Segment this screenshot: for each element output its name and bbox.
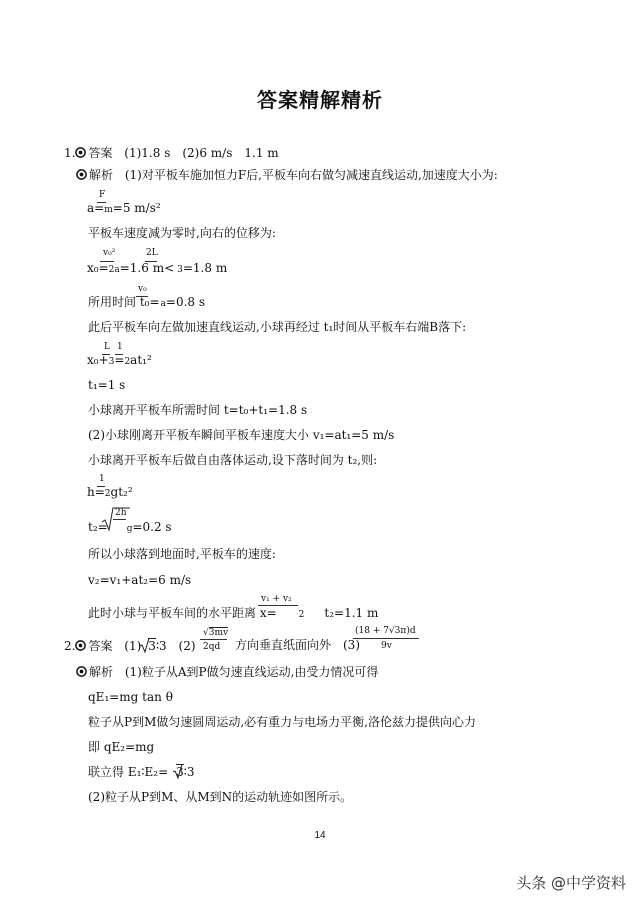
q2-step-3: 粒子从P到M做匀速圆周运动,必有重力与电场力平衡,洛伦兹力提供向心力 (88, 715, 476, 729)
eq1-numerator: F (99, 190, 106, 200)
q2-answer-line: 2. 答案 (1) 3∶3 (2) (64, 639, 196, 653)
q2-answer-2-denominator: 2qd (203, 642, 221, 652)
q1-step-4: 此后平板车向左做加速直线运动,小球再经过 t₁时间从平板车右端B落下: (88, 320, 467, 334)
explanation-badge-icon (76, 666, 87, 677)
page-number: 14 (314, 830, 326, 841)
q1-number: 1. (64, 146, 76, 160)
eq2-numerator-2: 2L (146, 248, 158, 258)
q1-step-5: t₁=1 s (88, 378, 126, 392)
eq9-numerator: 2h (115, 508, 127, 518)
eq9: t₂= g=0.2 s (88, 520, 172, 534)
q1-step-2: 平板车速度减为零时,向右的位移为: (88, 226, 276, 240)
q1-step-11: v₂=v₁+at₂=6 m/s (88, 573, 192, 587)
q1-step-7: (2)小球刚离开平板车瞬间平板车速度大小 v₁=at₁=5 m/s (88, 428, 395, 442)
q2-answer-2-fraction-bar (200, 639, 227, 640)
eq12-numerator: v₁ + v₂ (261, 594, 292, 604)
eq1-denominator: m (104, 205, 113, 215)
q1-step-6: 小球离开平板车所需时间 t=t₀+t₁=1.8 s (88, 403, 308, 417)
q1-step-8: 小球离开平板车后做自由落体运动,设下落时间为 t₂,则: (88, 453, 378, 467)
q1-step-1: (1)对平板车施加恒力F后,平板车向右做匀减速直线运动,加速度大小为: (124, 168, 498, 182)
eq8: h=2gt₂² (87, 485, 133, 499)
q1-explanation-label: 解析 (89, 168, 114, 182)
q2-step-4: 即 qE₂=mg (88, 740, 155, 754)
q1-step-3: 所用时间 t₀=a=0.8 s (88, 295, 206, 309)
sqrt-sign-icon (173, 763, 183, 779)
q2-number: 2. (64, 639, 76, 653)
q1-answer-label: 答案 (88, 146, 113, 160)
q2-step-1: (1)粒子从A到P做匀速直线运动,由受力情况可得 (124, 665, 379, 679)
q2-step-2: qE₁=mg tan θ (88, 690, 173, 704)
eq4: x₀+3=2at₁² (87, 353, 152, 367)
q2-explanation-line (76, 665, 378, 679)
q2-answer-3-label: (3) (343, 638, 360, 652)
q2-answer-label: 答案 (88, 639, 113, 653)
q1-step-12: 此时小球与平板车间的水平距离 x= 2 t₂=1.1 m (88, 606, 379, 620)
q2-explanation-label: 解析 (89, 665, 114, 679)
answer-badge-icon (75, 640, 86, 651)
answer-badge-icon (75, 147, 86, 158)
q1-answer-text: (1)1.8 s (2)6 m/s 1.1 m (124, 146, 279, 160)
q1-explanation-line (76, 168, 498, 182)
page-title: 答案精解精析 (257, 88, 383, 112)
explanation-badge-icon (76, 169, 87, 180)
q2-answer-2-numerator: √3mv (203, 628, 229, 638)
eq2-numerator: v₀² (103, 248, 116, 258)
q2-answer-1-radicand: 3 (148, 639, 156, 653)
q2-answer-3-denominator: 9v (381, 641, 392, 651)
eq4-numerator-half: 1 (117, 342, 123, 352)
q2-step-6: (2)粒子从P到M、从M到N的运动轨迹如图所示。 (88, 790, 353, 804)
q1-step-10: 所以小球落到地面时,平板车的速度: (88, 547, 276, 561)
watermark: 头条 @中学资料 (516, 874, 626, 892)
q1-answer-line (64, 146, 279, 160)
sqrt-sign-icon (140, 637, 150, 653)
eq3-numerator: v₀ (138, 284, 147, 294)
eq1: a=m=5 m/s² (87, 201, 161, 215)
q2-step-5: 联立得 E₁∶E₂= 3∶3 (88, 765, 195, 779)
eq8-numerator: 1 (99, 474, 105, 484)
eq4-numerator-L: L (104, 342, 110, 352)
q2-answer-3-numerator: (18 + 7√3π)d (355, 626, 416, 636)
eq2: x₀=2a=1.6 m< 3=1.8 m (87, 261, 228, 275)
q2-answer-3-fraction-bar (353, 638, 419, 639)
q2-answer-2-direction: 方向垂直纸面向外 (235, 638, 332, 652)
